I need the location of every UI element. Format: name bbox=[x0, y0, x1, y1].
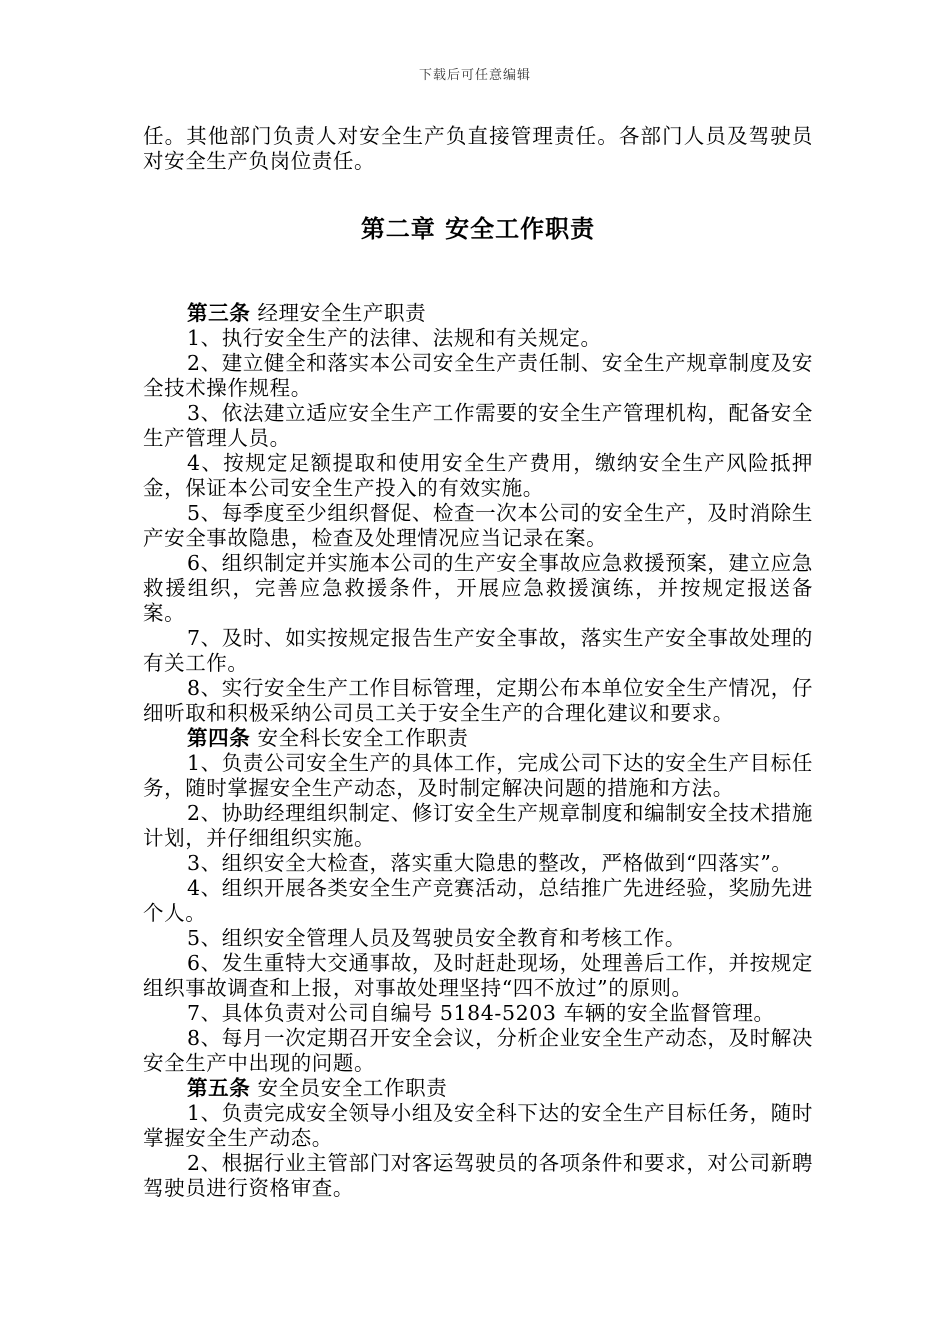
article-title: 安全科长安全工作职责 bbox=[257, 726, 469, 750]
article-item: 4、按规定足额提取和使用安全生产费用，缴纳安全生产风险抵押金，保证本公司安全生产投入的有效实施。 bbox=[143, 451, 813, 500]
article-item: 5、组织安全管理人员及驾驶员安全教育和考核工作。 bbox=[187, 926, 686, 950]
article-label: 第四条 bbox=[187, 726, 251, 750]
article-item: 2、根据行业主管部门对客运驾驶员的各项条件和要求，对公司新聘驾驶员进行资格审查。 bbox=[143, 1151, 813, 1200]
article-section bbox=[143, 726, 813, 1076]
article-item: 1、执行安全生产的法律、法规和有关规定。 bbox=[187, 326, 602, 350]
article-item: 1、负责完成安全领导小组及安全科下达的安全生产目标任务，随时掌握安全生产动态。 bbox=[143, 1101, 813, 1150]
document-body bbox=[143, 124, 813, 1201]
article-item: 7、具体负责对公司自编号 5184-5203 车辆的安全监督管理。 bbox=[187, 1001, 775, 1025]
article-item: 5、每季度至少组织督促、检查一次本公司的安全生产，及时消除生产安全事故隐患，检查及处理情况应当记录在案。 bbox=[143, 501, 813, 550]
article-item: 1、负责公司安全生产的具体工作，完成公司下达的安全生产目标任务，随时掌握安全生产动态，及时制定解决问题的措施和方法。 bbox=[143, 751, 813, 800]
article-label: 第三条 bbox=[187, 301, 251, 325]
article-label: 第五条 bbox=[187, 1076, 251, 1100]
article-item: 6、发生重特大交通事故，及时赶赴现场，处理善后工作，并按规定组织事故调查和上报，对事故处理坚持“四不放过”的原则。 bbox=[143, 951, 813, 1000]
article-title: 安全员安全工作职责 bbox=[257, 1076, 448, 1100]
article-item: 6、组织制定并实施本公司的生产安全事故应急救援预案，建立应急救援组织，完善应急救援条件，开展应急救援演练，并按规定报送备案。 bbox=[143, 551, 813, 625]
article-title: 经理安全生产职责 bbox=[257, 301, 427, 325]
article-heading bbox=[143, 726, 813, 751]
article-item: 3、依法建立适应安全生产工作需要的安全生产管理机构，配备安全生产管理人员。 bbox=[143, 401, 813, 450]
article-heading bbox=[143, 301, 813, 326]
page-header-note: 下载后可任意编辑 bbox=[418, 68, 531, 83]
article-item: 8、实行安全生产工作目标管理，定期公布本单位安全生产情况，仔细听取和积极采纳公司员工关于安全生产的合理化建议和要求。 bbox=[143, 676, 813, 725]
article-section bbox=[143, 1076, 813, 1201]
article-item: 4、组织开展各类安全生产竞赛活动，总结推广先进经验，奖励先进个人。 bbox=[143, 876, 813, 925]
article-item: 8、每月一次定期召开安全会议，分析企业安全生产动态，及时解决安全生产中出现的问题。 bbox=[143, 1026, 813, 1075]
article-item: 2、建立健全和落实本公司安全生产责任制、安全生产规章制度及安全技术操作规程。 bbox=[143, 351, 813, 400]
article-item: 7、及时、如实按规定报告生产安全事故，落实生产安全事故处理的有关工作。 bbox=[143, 626, 813, 675]
article-heading bbox=[143, 1076, 813, 1101]
article-item: 3、组织安全大检查，落实重大隐患的整改，严格做到“四落实”。 bbox=[187, 851, 793, 875]
chapter-title: 第二章 安全工作职责 bbox=[360, 214, 596, 243]
article-item: 2、协助经理组织制定、修订安全生产规章制度和编制安全技术措施计划，并仔细组织实施。 bbox=[143, 801, 813, 850]
intro-paragraph: 任。其他部门负责人对安全生产负直接管理责任。各部门人员及驾驶员对安全生产负岗位责任。 bbox=[143, 124, 813, 173]
article-section bbox=[143, 301, 813, 726]
